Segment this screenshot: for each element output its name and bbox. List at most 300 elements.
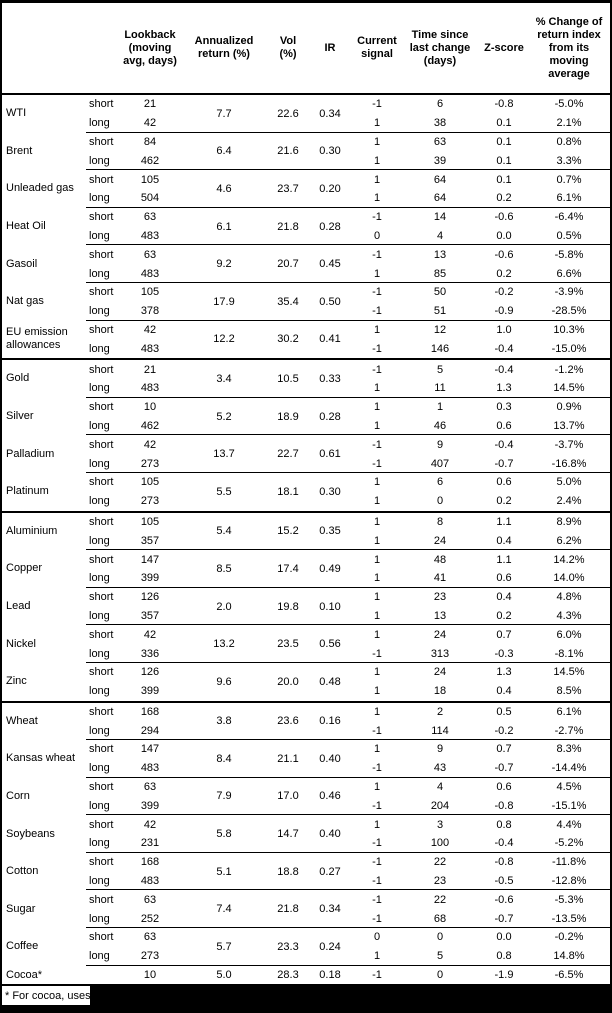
ir-value: 0.34 (319, 107, 341, 120)
lookback-value: 168 (140, 705, 160, 718)
ir-value: 0.27 (319, 865, 341, 878)
signal-value: -1 (372, 457, 382, 470)
zscore-value: 0.6 (496, 781, 512, 794)
pct-change-value: -28.5% (551, 305, 587, 318)
pct-change-value: 6.6% (556, 267, 582, 280)
commodity-block (2, 778, 610, 816)
horizon-label: short (89, 893, 114, 906)
lookback-value: 252 (140, 912, 160, 925)
group-base-metals (2, 513, 610, 703)
pct-change-value: 10.3% (553, 323, 585, 336)
lookback-value: 231 (140, 837, 160, 850)
pct-change-value: -6.5% (554, 969, 584, 982)
time-since-value: 146 (430, 342, 450, 355)
lookback-value: 147 (140, 553, 160, 566)
commodity-block (2, 890, 610, 928)
horizon-label: short (89, 286, 114, 299)
ir-value: 0.40 (319, 752, 341, 765)
vol-value: 23.5 (277, 638, 299, 651)
signal-value: 1 (373, 267, 381, 280)
zscore-value: 1.1 (496, 553, 512, 566)
horizon-label: long (89, 117, 110, 130)
header-vol: Vol (%) (279, 35, 297, 60)
zscore-value: 0.6 (496, 419, 512, 432)
time-since-value: 4 (436, 229, 444, 242)
signal-value: -1 (372, 893, 382, 906)
commodity-name: Wheat (6, 714, 38, 727)
annualized-return-value: 8.5 (216, 562, 232, 575)
signal-value: 1 (373, 401, 381, 414)
zscore-value: 0.6 (496, 572, 512, 585)
horizon-label: long (89, 267, 110, 280)
commodity-name: Gasoil (6, 257, 38, 270)
time-since-value: 5 (436, 950, 444, 963)
time-since-value: 12 (433, 323, 447, 336)
signal-value: 1 (373, 818, 381, 831)
zscore-value: 0.5 (496, 705, 512, 718)
zscore-value: 0.4 (496, 534, 512, 547)
zscore-value: -0.2 (494, 724, 514, 737)
pct-change-value: -11.8% (551, 856, 587, 869)
commodity-block (2, 283, 610, 321)
lookback-value: 462 (140, 154, 160, 167)
zscore-value: 0.2 (496, 192, 512, 205)
annualized-return-value: 5.8 (216, 828, 232, 841)
signal-value: 1 (373, 950, 381, 963)
pct-change-value: 14.8% (553, 950, 585, 963)
lookback-value: 21 (143, 363, 157, 376)
zscore-value: 0.2 (496, 267, 512, 280)
zscore-value: -1.9 (494, 969, 514, 982)
annualized-return-value: 7.7 (216, 107, 232, 120)
lookback-value: 63 (143, 211, 157, 224)
lookback-value: 42 (143, 323, 157, 336)
horizon-label: short (89, 476, 114, 489)
commodity-block (2, 588, 610, 626)
signal-value: -1 (372, 305, 382, 318)
commodity-name: Nat gas (6, 295, 44, 308)
ir-value: 0.35 (319, 525, 341, 538)
annualized-return-value: 5.5 (216, 485, 232, 498)
horizon-label: long (89, 724, 110, 737)
signal-value: 1 (373, 591, 381, 604)
commodity-block (2, 966, 610, 985)
vol-value: 18.8 (277, 865, 299, 878)
lookback-value: 357 (140, 534, 160, 547)
zscore-value: -0.7 (494, 762, 514, 775)
horizon-label: short (89, 438, 114, 451)
pct-change-value: 0.7% (556, 173, 582, 186)
lookback-value: 399 (140, 799, 160, 812)
header-commodity (2, 3, 86, 93)
time-since-value: 407 (430, 457, 450, 470)
zscore-value: -0.8 (494, 799, 514, 812)
header-current-signal: Current signal (357, 35, 397, 60)
pct-change-value: 8.5% (556, 685, 582, 698)
time-since-value: 6 (436, 98, 444, 111)
lookback-value: 21 (143, 98, 157, 111)
lookback-value: 273 (140, 950, 160, 963)
commodity-name: Corn (6, 789, 30, 802)
pct-change-value: -5.0% (554, 98, 584, 111)
lookback-value: 357 (140, 609, 160, 622)
ir-value: 0.10 (319, 600, 341, 613)
time-since-value: 64 (433, 173, 447, 186)
table-body (2, 95, 610, 986)
lookback-value: 399 (140, 572, 160, 585)
horizon-label: short (89, 666, 114, 679)
time-since-value: 68 (433, 912, 447, 925)
horizon-label: long (89, 762, 110, 775)
commodity-block (2, 928, 610, 966)
commodity-block (2, 473, 610, 511)
vol-value: 20.7 (277, 258, 299, 271)
header-pct-change: % Change of return index from its moving average (535, 15, 603, 80)
pct-change-value: -8.1% (554, 647, 584, 660)
commodity-name: Coffee (6, 940, 39, 953)
zscore-value: -0.6 (494, 893, 514, 906)
commodity-name: Brent (6, 144, 33, 157)
commodity-block (2, 398, 610, 436)
vol-value: 18.1 (277, 485, 299, 498)
commodity-name: Cocoa* (6, 968, 43, 981)
vol-value: 18.9 (277, 410, 299, 423)
time-since-value: 38 (433, 117, 447, 130)
horizon-label: long (89, 534, 110, 547)
horizon-label: long (89, 912, 110, 925)
commodity-block (2, 321, 610, 359)
zscore-value: -0.4 (494, 363, 514, 376)
zscore-value: -0.6 (494, 248, 514, 261)
horizon-label: long (89, 419, 110, 432)
commodity-name: Silver (6, 410, 34, 423)
time-since-value: 85 (433, 267, 447, 280)
horizon-label: short (89, 173, 114, 186)
time-since-value: 11 (434, 382, 446, 395)
pct-change-value: -0.2% (554, 931, 584, 944)
time-since-value: 41 (433, 572, 447, 585)
commodity-name: Nickel (6, 637, 36, 650)
commodity-name: Kansas wheat (6, 752, 76, 765)
pct-change-value: 4.4% (556, 818, 582, 831)
signal-value: 1 (373, 553, 381, 566)
vol-value: 23.3 (277, 940, 299, 953)
time-since-value: 100 (430, 837, 450, 850)
pct-change-value: 2.4% (556, 495, 582, 508)
lookback-value: 483 (140, 342, 160, 355)
time-since-value: 3 (436, 818, 444, 831)
lookback-value: 63 (143, 781, 157, 794)
horizon-label: short (89, 856, 114, 869)
zscore-value: 1.3 (496, 382, 512, 395)
commodity-name: Unleaded gas (6, 182, 74, 195)
pct-change-value: 0.8% (556, 135, 582, 148)
time-since-value: 43 (433, 762, 447, 775)
horizon-label: long (89, 154, 110, 167)
signal-value: 0 (373, 229, 381, 242)
vol-value: 19.8 (277, 600, 299, 613)
commodity-name: Platinum (6, 485, 49, 498)
time-since-value: 64 (433, 192, 447, 205)
lookback-value: 168 (140, 856, 160, 869)
annualized-return-value: 6.4 (216, 145, 232, 158)
commodity-name: EU emission allowances (6, 326, 68, 352)
time-since-value: 4 (436, 781, 444, 794)
lookback-value: 483 (140, 875, 160, 888)
zscore-value: 0.1 (496, 135, 512, 148)
signal-value: -1 (372, 837, 382, 850)
annualized-return-value: 5.1 (216, 865, 232, 878)
header-lookback: Lookback (moving avg, days) (123, 28, 177, 67)
lookback-value: 105 (140, 286, 160, 299)
pct-change-value: 4.5% (556, 781, 582, 794)
vol-value: 35.4 (277, 295, 299, 308)
commodity-block (2, 663, 610, 701)
horizon-label: short (89, 98, 114, 111)
horizon-label: short (89, 553, 114, 566)
lookback-value: 42 (143, 438, 157, 451)
annualized-return-value: 3.8 (216, 715, 232, 728)
time-since-value: 50 (433, 286, 447, 299)
horizon-label: short (89, 135, 114, 148)
pct-change-value: -14.4% (551, 762, 587, 775)
vol-value: 15.2 (277, 525, 299, 538)
horizon-label: long (89, 609, 110, 622)
zscore-value: -0.3 (494, 647, 514, 660)
pct-change-value: 8.3% (556, 743, 582, 756)
group-energy (2, 95, 610, 360)
zscore-value: 0.2 (496, 609, 512, 622)
annualized-return-value: 4.6 (216, 182, 232, 195)
zscore-value: -0.9 (494, 305, 514, 318)
lookback-value: 378 (140, 305, 160, 318)
ir-value: 0.30 (319, 145, 341, 158)
time-since-value: 24 (433, 666, 447, 679)
signal-value: -1 (372, 724, 382, 737)
annualized-return-value: 5.2 (216, 410, 232, 423)
ir-value: 0.40 (319, 828, 341, 841)
annualized-return-value: 8.4 (216, 752, 232, 765)
pct-change-value: -12.8% (551, 875, 587, 888)
commodity-block (2, 513, 610, 551)
lookback-value: 63 (143, 893, 157, 906)
annualized-return-value: 2.0 (216, 600, 232, 613)
commodity-block (2, 625, 610, 663)
horizon-label: long (89, 229, 110, 242)
signal-value: -1 (372, 912, 382, 925)
signal-value: 1 (373, 666, 381, 679)
pct-change-value: 6.0% (556, 628, 582, 641)
time-since-value: 0 (436, 495, 444, 508)
annualized-return-value: 9.2 (216, 258, 232, 271)
signal-value: 1 (373, 154, 381, 167)
horizon-label: short (89, 323, 114, 336)
horizon-label: short (89, 705, 114, 718)
annualized-return-value: 5.4 (216, 525, 232, 538)
ir-value: 0.33 (319, 372, 341, 385)
commodity-block (2, 170, 610, 208)
zscore-value: -0.7 (494, 912, 514, 925)
signal-value: 1 (373, 705, 381, 718)
time-since-value: 23 (433, 875, 447, 888)
zscore-value: 0.3 (496, 401, 512, 414)
annualized-return-value: 5.0 (216, 969, 232, 982)
pct-change-value: 13.7% (553, 419, 585, 432)
lookback-value: 42 (143, 818, 157, 831)
signal-value: 1 (373, 135, 381, 148)
time-since-value: 0 (436, 969, 444, 982)
time-since-value: 48 (433, 553, 447, 566)
ir-value: 0.45 (319, 258, 341, 271)
zscore-value: -0.4 (494, 342, 514, 355)
zscore-value: 0.2 (496, 495, 512, 508)
zscore-value: 0.8 (496, 950, 512, 963)
signal-value: -1 (372, 98, 382, 111)
lookback-value: 399 (140, 685, 160, 698)
horizon-label: long (89, 342, 110, 355)
horizon-label: short (89, 628, 114, 641)
signal-value: -1 (372, 286, 382, 299)
horizon-label: short (89, 931, 114, 944)
vol-value: 22.6 (277, 107, 299, 120)
zscore-value: 0.0 (496, 931, 512, 944)
signal-value: 1 (373, 572, 381, 585)
time-since-value: 1 (436, 401, 444, 414)
horizon-label: long (89, 457, 110, 470)
ir-value: 0.18 (319, 969, 341, 982)
zscore-value: 0.1 (496, 117, 512, 130)
ir-value: 0.41 (319, 333, 341, 346)
lookback-value: 483 (140, 267, 160, 280)
time-since-value: 51 (433, 305, 447, 318)
commodity-block (2, 245, 610, 283)
commodity-block (2, 815, 610, 853)
vol-value: 23.7 (277, 182, 299, 195)
ir-value: 0.34 (319, 903, 341, 916)
commodity-block (2, 95, 610, 133)
commodity-block (2, 133, 610, 171)
vol-value: 28.3 (277, 969, 299, 982)
group-precious-metals (2, 360, 610, 512)
lookback-value: 84 (143, 135, 157, 148)
horizon-label: long (89, 875, 110, 888)
horizon-label: short (89, 591, 114, 604)
time-since-value: 46 (433, 419, 447, 432)
ir-value: 0.16 (319, 715, 341, 728)
ir-value: 0.20 (319, 182, 341, 195)
signal-value: -1 (372, 647, 382, 660)
pct-change-value: -2.7% (554, 724, 584, 737)
lookback-value: 10 (143, 401, 157, 414)
pct-change-value: 14.0% (553, 572, 585, 585)
signal-value: 1 (373, 628, 381, 641)
horizon-label: long (89, 685, 110, 698)
pct-change-value: -5.3% (554, 893, 584, 906)
pct-change-value: 6.2% (556, 534, 582, 547)
signal-value: 0 (373, 931, 381, 944)
zscore-value: -0.4 (494, 837, 514, 850)
pct-change-value: 3.3% (556, 154, 582, 167)
pct-change-value: -5.8% (554, 248, 584, 261)
annualized-return-value: 12.2 (213, 333, 235, 346)
signal-value: -1 (372, 342, 382, 355)
signal-value: -1 (372, 799, 382, 812)
header-annualized-return: Annualized return (%) (194, 35, 254, 60)
commodity-name: Zinc (6, 675, 27, 688)
pct-change-value: -3.7% (554, 438, 584, 451)
lookback-value: 273 (140, 457, 160, 470)
zscore-value: 0.1 (496, 154, 512, 167)
vol-value: 17.0 (277, 790, 299, 803)
signal-value: -1 (372, 856, 382, 869)
zscore-value: 0.1 (496, 173, 512, 186)
vol-value: 20.0 (277, 675, 299, 688)
time-since-value: 9 (436, 743, 444, 756)
commodity-block (2, 435, 610, 473)
zscore-value: -0.2 (494, 286, 514, 299)
horizon-label: short (89, 401, 114, 414)
annualized-return-value: 13.7 (213, 448, 235, 461)
horizon-label: short (89, 781, 114, 794)
zscore-value: -0.6 (494, 211, 514, 224)
zscore-value: -0.7 (494, 457, 514, 470)
lookback-value: 105 (140, 173, 160, 186)
signal-value: 1 (373, 323, 381, 336)
lookback-value: 10 (143, 969, 157, 982)
commodity-block (2, 208, 610, 246)
zscore-value: 1.0 (496, 323, 512, 336)
group-agriculture (2, 703, 610, 987)
pct-change-value: -15.0% (551, 342, 587, 355)
vol-value: 21.1 (277, 752, 299, 765)
horizon-label: short (89, 363, 114, 376)
pct-change-value: -16.8% (551, 457, 587, 470)
zscore-value: 0.6 (496, 476, 512, 489)
pct-change-value: 5.0% (556, 476, 582, 489)
signal-value: 1 (373, 382, 381, 395)
pct-change-value: -6.4% (554, 211, 584, 224)
time-since-value: 23 (433, 591, 447, 604)
ir-value: 0.49 (319, 562, 341, 575)
lookback-value: 147 (140, 743, 160, 756)
commodity-block (2, 703, 610, 741)
pct-change-value: 0.5% (556, 229, 582, 242)
pct-change-value: 4.3% (556, 609, 582, 622)
pct-change-value: -1.2% (554, 363, 584, 376)
zscore-value: 0.0 (496, 229, 512, 242)
lookback-value: 63 (143, 931, 157, 944)
annualized-return-value: 6.1 (216, 220, 232, 233)
horizon-label: long (89, 572, 110, 585)
header-zscore: Z-score (484, 41, 524, 54)
ir-value: 0.46 (319, 790, 341, 803)
commodity-name: Palladium (6, 447, 55, 460)
horizon-label: long (89, 495, 110, 508)
ir-value: 0.28 (319, 410, 341, 423)
commodity-name: WTI (6, 107, 27, 120)
signal-value: -1 (372, 969, 382, 982)
vol-value: 14.7 (277, 828, 299, 841)
vol-value: 21.8 (277, 903, 299, 916)
zscore-value: 1.3 (496, 666, 512, 679)
lookback-value: 273 (140, 495, 160, 508)
time-since-value: 18 (433, 685, 447, 698)
signal-value: -1 (372, 211, 382, 224)
vol-value: 21.6 (277, 145, 299, 158)
horizon-label: long (89, 382, 110, 395)
lookback-value: 126 (140, 591, 160, 604)
commodity-name: Heat Oil (6, 220, 46, 233)
